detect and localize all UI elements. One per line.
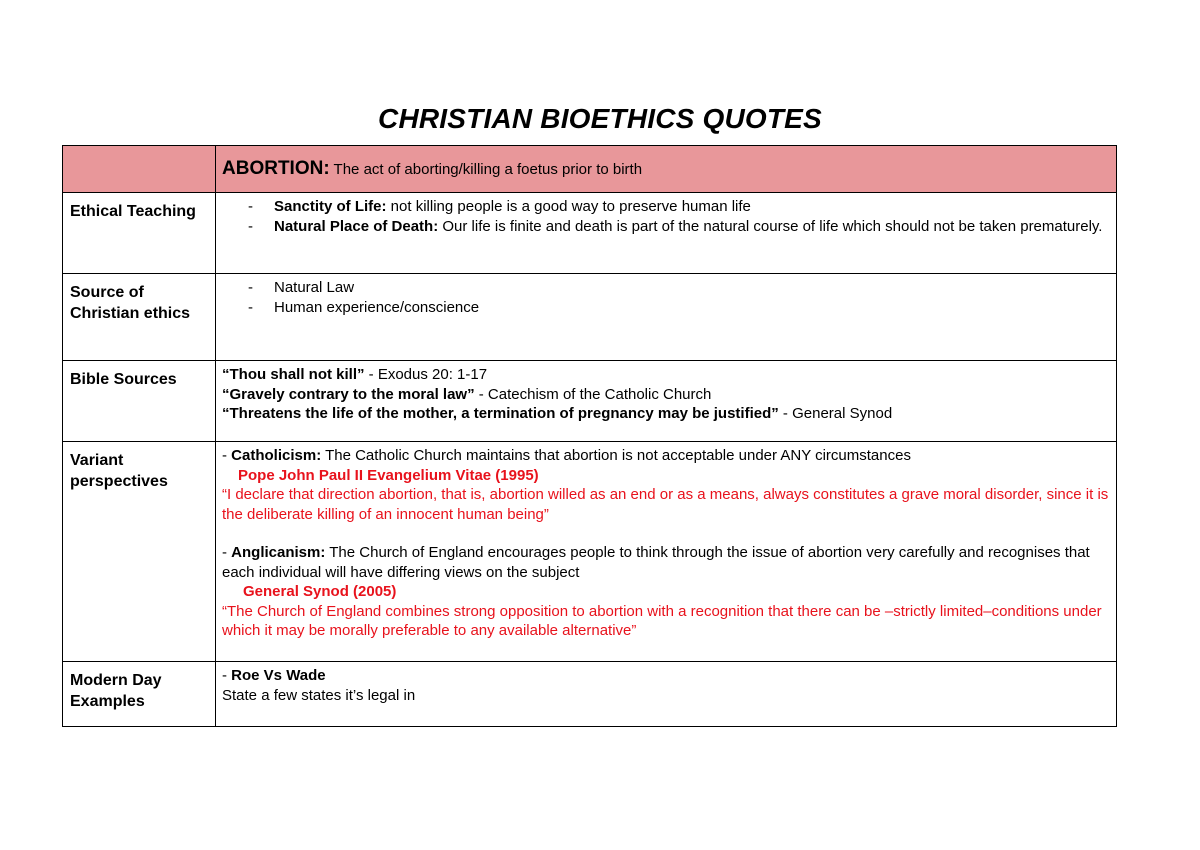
catholicism-summary — [222, 446, 1110, 466]
modern-case-line — [222, 666, 1110, 686]
catholicism-quote: “I declare that direction abortion, that is, abortion willed as an end or as a means, always constitutes a grave moral disorder, since it is the deliberate killing of an innocent human being” — [222, 486, 1109, 523]
table-row-source-of-ethics — [63, 274, 1117, 361]
page-title: CHRISTIAN BIOETHICS QUOTES — [378, 103, 822, 134]
topic-definition: The act of aborting/killing a foetus prior to birth — [329, 160, 643, 178]
topic-header-cell — [216, 146, 1117, 193]
topic-name: ABORTION: — [222, 157, 330, 179]
bible-quote-source: - Exodus 20: 1-17 — [364, 366, 488, 383]
bible-sources-content — [216, 361, 1117, 442]
list-item-text: Our life is finite and death is part of the natural course of life which should not be taken prematurely. — [438, 217, 1103, 235]
ethical-teaching-list — [222, 197, 1110, 236]
anglicanism-name: Anglicanism: — [231, 544, 326, 561]
modern-case-note: State a few states it’s legal in — [222, 686, 416, 704]
row-label-ethical-teaching: Ethical Teaching — [63, 193, 216, 274]
catholicism-text: The Catholic Church maintains that abortion is not acceptable under ANY circumstances — [321, 447, 911, 464]
paragraph-gap — [222, 524, 1110, 543]
anglicanism-quote: “The Church of England combines strong opposition to abortion with a recognition that there can be –strictly limited–conditions under which it may be morally preferable to any available alternative” — [222, 602, 1102, 639]
bible-quote-line — [222, 385, 1110, 405]
catholicism-prefix: - — [222, 447, 232, 464]
row-label-source-of-ethics: Source of Christian ethics — [63, 274, 216, 361]
row-label-variant-perspectives: Variant perspectives — [63, 442, 216, 662]
row-label-bible-sources: Bible Sources — [63, 361, 216, 442]
variant-perspectives-content — [216, 442, 1117, 662]
catholicism-reference: Pope John Paul II Evangelium Vitae (1995) — [238, 466, 539, 484]
table-row-variant-perspectives — [63, 442, 1117, 662]
header-empty-cell — [63, 146, 216, 193]
modern-day-examples-content — [216, 662, 1117, 727]
catholicism-name: Catholicism: — [231, 447, 322, 464]
quotes-table — [62, 145, 1117, 727]
list-item: - Human experience/conscience — [248, 298, 1110, 318]
table-row-modern-day-examples — [63, 662, 1117, 727]
anglicanism-prefix: - — [222, 544, 232, 561]
source-of-ethics-list — [222, 278, 1110, 317]
list-item-term: Natural Place of Death: — [274, 217, 439, 235]
bible-quote-line — [222, 404, 1110, 424]
modern-case-name: Roe Vs Wade — [231, 667, 326, 684]
bible-quote: “Gravely contrary to the moral law” — [222, 385, 475, 403]
source-of-ethics-content — [216, 274, 1117, 361]
row-label-modern-day-examples: Modern Day Examples — [63, 662, 216, 727]
bible-quote: “Thou shall not kill” — [222, 366, 365, 383]
bible-quote: “Threatens the life of the mother, a termination of pregnancy may be justified” — [222, 405, 779, 422]
bible-quote-line — [222, 365, 1110, 385]
list-item: - Natural Law — [248, 278, 1110, 298]
list-item — [248, 197, 1110, 217]
anglicanism-reference: General Synod (2005) — [243, 583, 397, 600]
table-row-ethical-teaching — [63, 193, 1117, 274]
list-item — [248, 217, 1110, 237]
bible-quote-source: - General Synod — [778, 405, 893, 422]
modern-case-prefix: - — [222, 667, 232, 684]
table-header-row — [63, 146, 1117, 193]
ethical-teaching-content — [216, 193, 1117, 274]
list-item-term: Sanctity of Life: — [274, 198, 387, 215]
bible-quote-source: - Catechism of the Catholic Church — [474, 385, 712, 403]
table-row-bible-sources — [63, 361, 1117, 442]
anglicanism-text: The Church of England encourages people to think through the issue of abortion very carefully and recognises that each individual will have differing views on the subject — [222, 544, 1090, 581]
anglicanism-summary — [222, 543, 1110, 582]
list-item-text: not killing people is a good way to preserve human life — [386, 198, 751, 215]
